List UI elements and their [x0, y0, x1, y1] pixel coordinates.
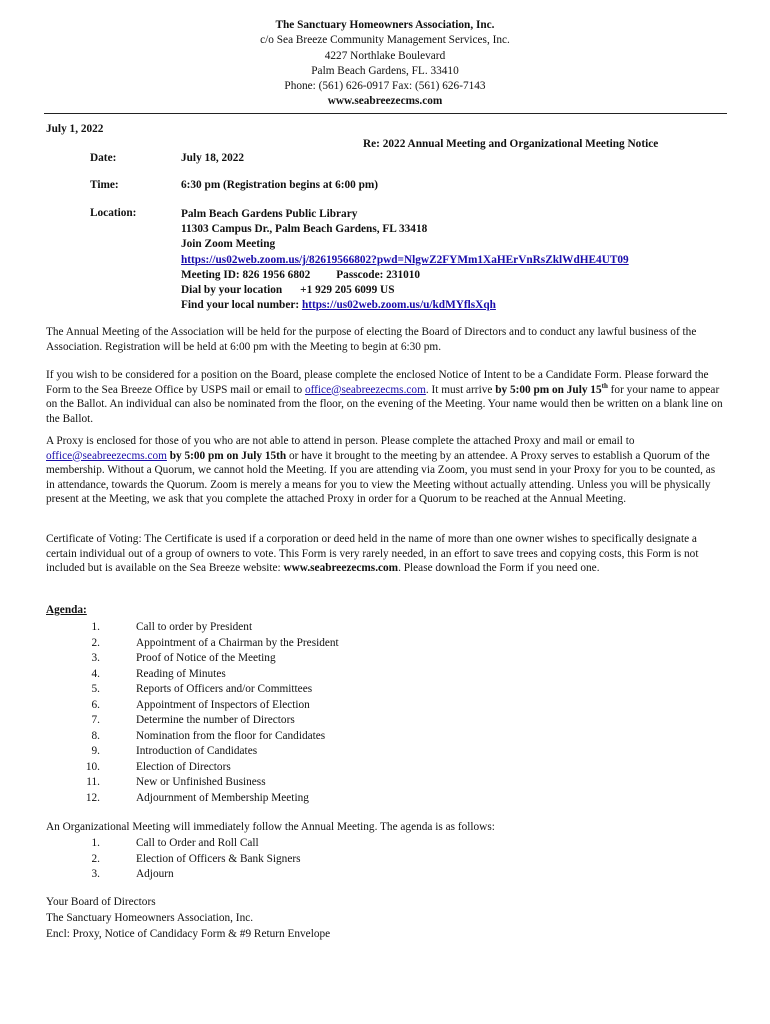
list-item-text: Call to Order and Roll Call: [136, 837, 259, 849]
paragraph-annual-meeting: The Annual Meeting of the Association will be held for the purpose of electing the Board of Directors and to conduct any lawful business of the Association. Registration will be held at 6:00 pm with the Meeting to begin at 6:30 pm.: [46, 326, 697, 353]
list-item-number: 2.: [91, 636, 100, 649]
candidacy-deadline-suffix: th: [601, 381, 608, 390]
certificate-website: www.seabreezecms.com: [283, 562, 399, 575]
list-item-text: Election of Officers & Bank Signers: [136, 852, 301, 865]
local-number-label: Find your local number:: [181, 299, 300, 312]
list-item-text: Reports of Officers and/or Committees: [136, 683, 313, 695]
date-value: July 18, 2022: [181, 152, 245, 164]
meeting-passcode: Passcode: 231010: [336, 268, 421, 281]
time-value: 6:30 pm (Registration begins at 6:00 pm): [181, 179, 379, 191]
list-item-number: 6.: [91, 698, 100, 711]
letterhead-divider: [44, 113, 727, 114]
zoom-join-label: Join Zoom Meeting: [181, 238, 276, 251]
org-meeting-intro: An Organizational Meeting will immediately follow the Annual Meeting. The agenda is as follows:: [46, 821, 495, 833]
list-item-number: 1.: [91, 837, 100, 849]
list-item-text: Proof of Notice of the Meeting: [136, 652, 276, 664]
local-number-link[interactable]: https://us02web.zoom.us/u/kdMYflsXqh: [301, 299, 496, 312]
time-label: Time:: [90, 179, 119, 191]
letterhead-website: www.seabreezecms.com: [327, 95, 443, 108]
letterhead-phone: Phone: (561) 626-0917 Fax: (561) 626-7143: [284, 80, 486, 93]
certificate-text-a: Certificate of Voting: The Certificate is used if a corporation or deed held in the name of more than one owner wishes to specifically designate a certain individual out of a group of owners to vote. This Form is very rarely needed, in an effort to save trees and copying costs, this Form is not included but is available on the Sea Breeze website:: [46, 533, 699, 575]
closing-enclosures: Encl: Proxy, Notice of Candidacy Form & #9 Return Envelope: [46, 928, 331, 940]
proxy-text-a: A Proxy is enclosed for those of you who are not able to attend in person. Please complete the attached Proxy and mail or email to: [46, 435, 635, 447]
letterhead: [0, 18, 770, 110]
list-item-number: 5.: [91, 683, 100, 695]
re-line: Re: 2022 Annual Meeting and Organizational Meeting Notice: [363, 138, 659, 150]
list-item-text: Adjournment of Membership Meeting: [136, 791, 309, 804]
zoom-meeting-link[interactable]: https://us02web.zoom.us/j/82619566802?pwd=NlgwZ2FYMm1XaHErVnRsZklWdHE4UT09: [181, 253, 629, 266]
list-item-text: Introduction of Candidates: [136, 745, 258, 757]
list-item-number: 8.: [91, 729, 100, 742]
candidacy-email-link[interactable]: office@seabreezecms.com: [304, 383, 426, 396]
candidacy-text-c: for your name to appear on the Ballot. An individual can also be nominated from the floor, on the evening of the Meeting. Your name would then be written on a blank line on the Ballot.: [46, 383, 723, 425]
candidacy-text-a: If you wish to be considered for a position on the Board, please complete the enclosed Notice of Intent to be a Candidate Form. Please forward the Form to the Sea Breeze Office by USPS mail or email to: [46, 369, 709, 396]
list-item-text: Reading of Minutes: [136, 667, 226, 680]
letterhead-street: 4227 Northlake Boulevard: [324, 49, 446, 62]
list-item-number: 11.: [86, 776, 100, 788]
list-item-text: Appointment of Inspectors of Election: [136, 698, 310, 711]
certificate-text-b: . Please download the Form if you need one.: [398, 562, 600, 575]
list-item-number: 9.: [91, 745, 100, 757]
venue-name: Palm Beach Gardens Public Library: [181, 208, 358, 220]
candidacy-text-b: . It must arrive: [425, 383, 493, 396]
location-label: Location:: [90, 207, 137, 219]
paragraph-candidacy: [46, 368, 726, 426]
proxy-text-b: or have it brought to the meeting by an attendee. A Proxy serves to establish a Quorum of the membership. Without a Quorum, we cannot hold the Meeting. If you are attending via Zoom, you must send in your Proxy for you to be counted, as in attendance, towards the Quorum. Zoom is merely a means for you to view the Meeting without actually attending. Unless you will be physically present at the Meeting, we ask that you complete the attached Proxy in order for a Quorum to be reached at the Annual Meeting.: [46, 449, 716, 506]
dial-number: +1 929 205 6099 US: [300, 284, 395, 297]
list-item-number: 2.: [91, 852, 100, 865]
paragraph-certificate: [46, 532, 726, 576]
list-item-number: 3.: [91, 868, 100, 880]
list-item-number: 1.: [91, 621, 100, 633]
letterhead-care-of: c/o Sea Breeze Community Management Services, Inc.: [260, 34, 510, 47]
letterhead-org: The Sanctuary Homeowners Association, Inc.: [275, 19, 495, 31]
location-block: [181, 207, 629, 313]
paragraph-proxy: [46, 434, 726, 507]
letterhead-city: Palm Beach Gardens, FL. 33410: [311, 64, 459, 77]
venue-address: 11303 Campus Dr., Palm Beach Gardens, FL 33418: [181, 223, 428, 236]
list-item-number: 10.: [85, 760, 100, 773]
closing-association: The Sanctuary Homeowners Association, Inc.: [46, 912, 254, 924]
list-item-text: Appointment of a Chairman by the President: [136, 636, 339, 649]
proxy-deadline: by 5:00 pm on July 15th: [169, 449, 287, 462]
letter-date: July 1, 2022: [46, 123, 104, 135]
list-item-text: New or Unfinished Business: [136, 776, 266, 788]
agenda-heading: Agenda:: [46, 604, 87, 616]
list-item-text: Determine the number of Directors: [136, 714, 295, 726]
list-item-number: 4.: [91, 667, 100, 680]
list-item-number: 7.: [91, 714, 100, 726]
list-item-text: Call to order by President: [136, 621, 253, 633]
date-label: Date:: [90, 152, 117, 164]
dial-label: Dial by your location: [181, 284, 283, 297]
list-item-text: Nomination from the floor for Candidates: [136, 729, 326, 742]
closing-board: Your Board of Directors: [46, 896, 156, 908]
list-item-number: 3.: [91, 652, 100, 664]
proxy-email-link[interactable]: office@seabreezecms.com: [46, 449, 167, 462]
candidacy-deadline: by 5:00 pm on July 15: [495, 383, 602, 396]
list-item-text: Election of Directors: [136, 760, 231, 773]
list-item-text: Adjourn: [136, 868, 174, 880]
list-item-number: 12.: [85, 791, 100, 804]
meeting-id: Meeting ID: 826 1956 6802: [181, 268, 311, 281]
